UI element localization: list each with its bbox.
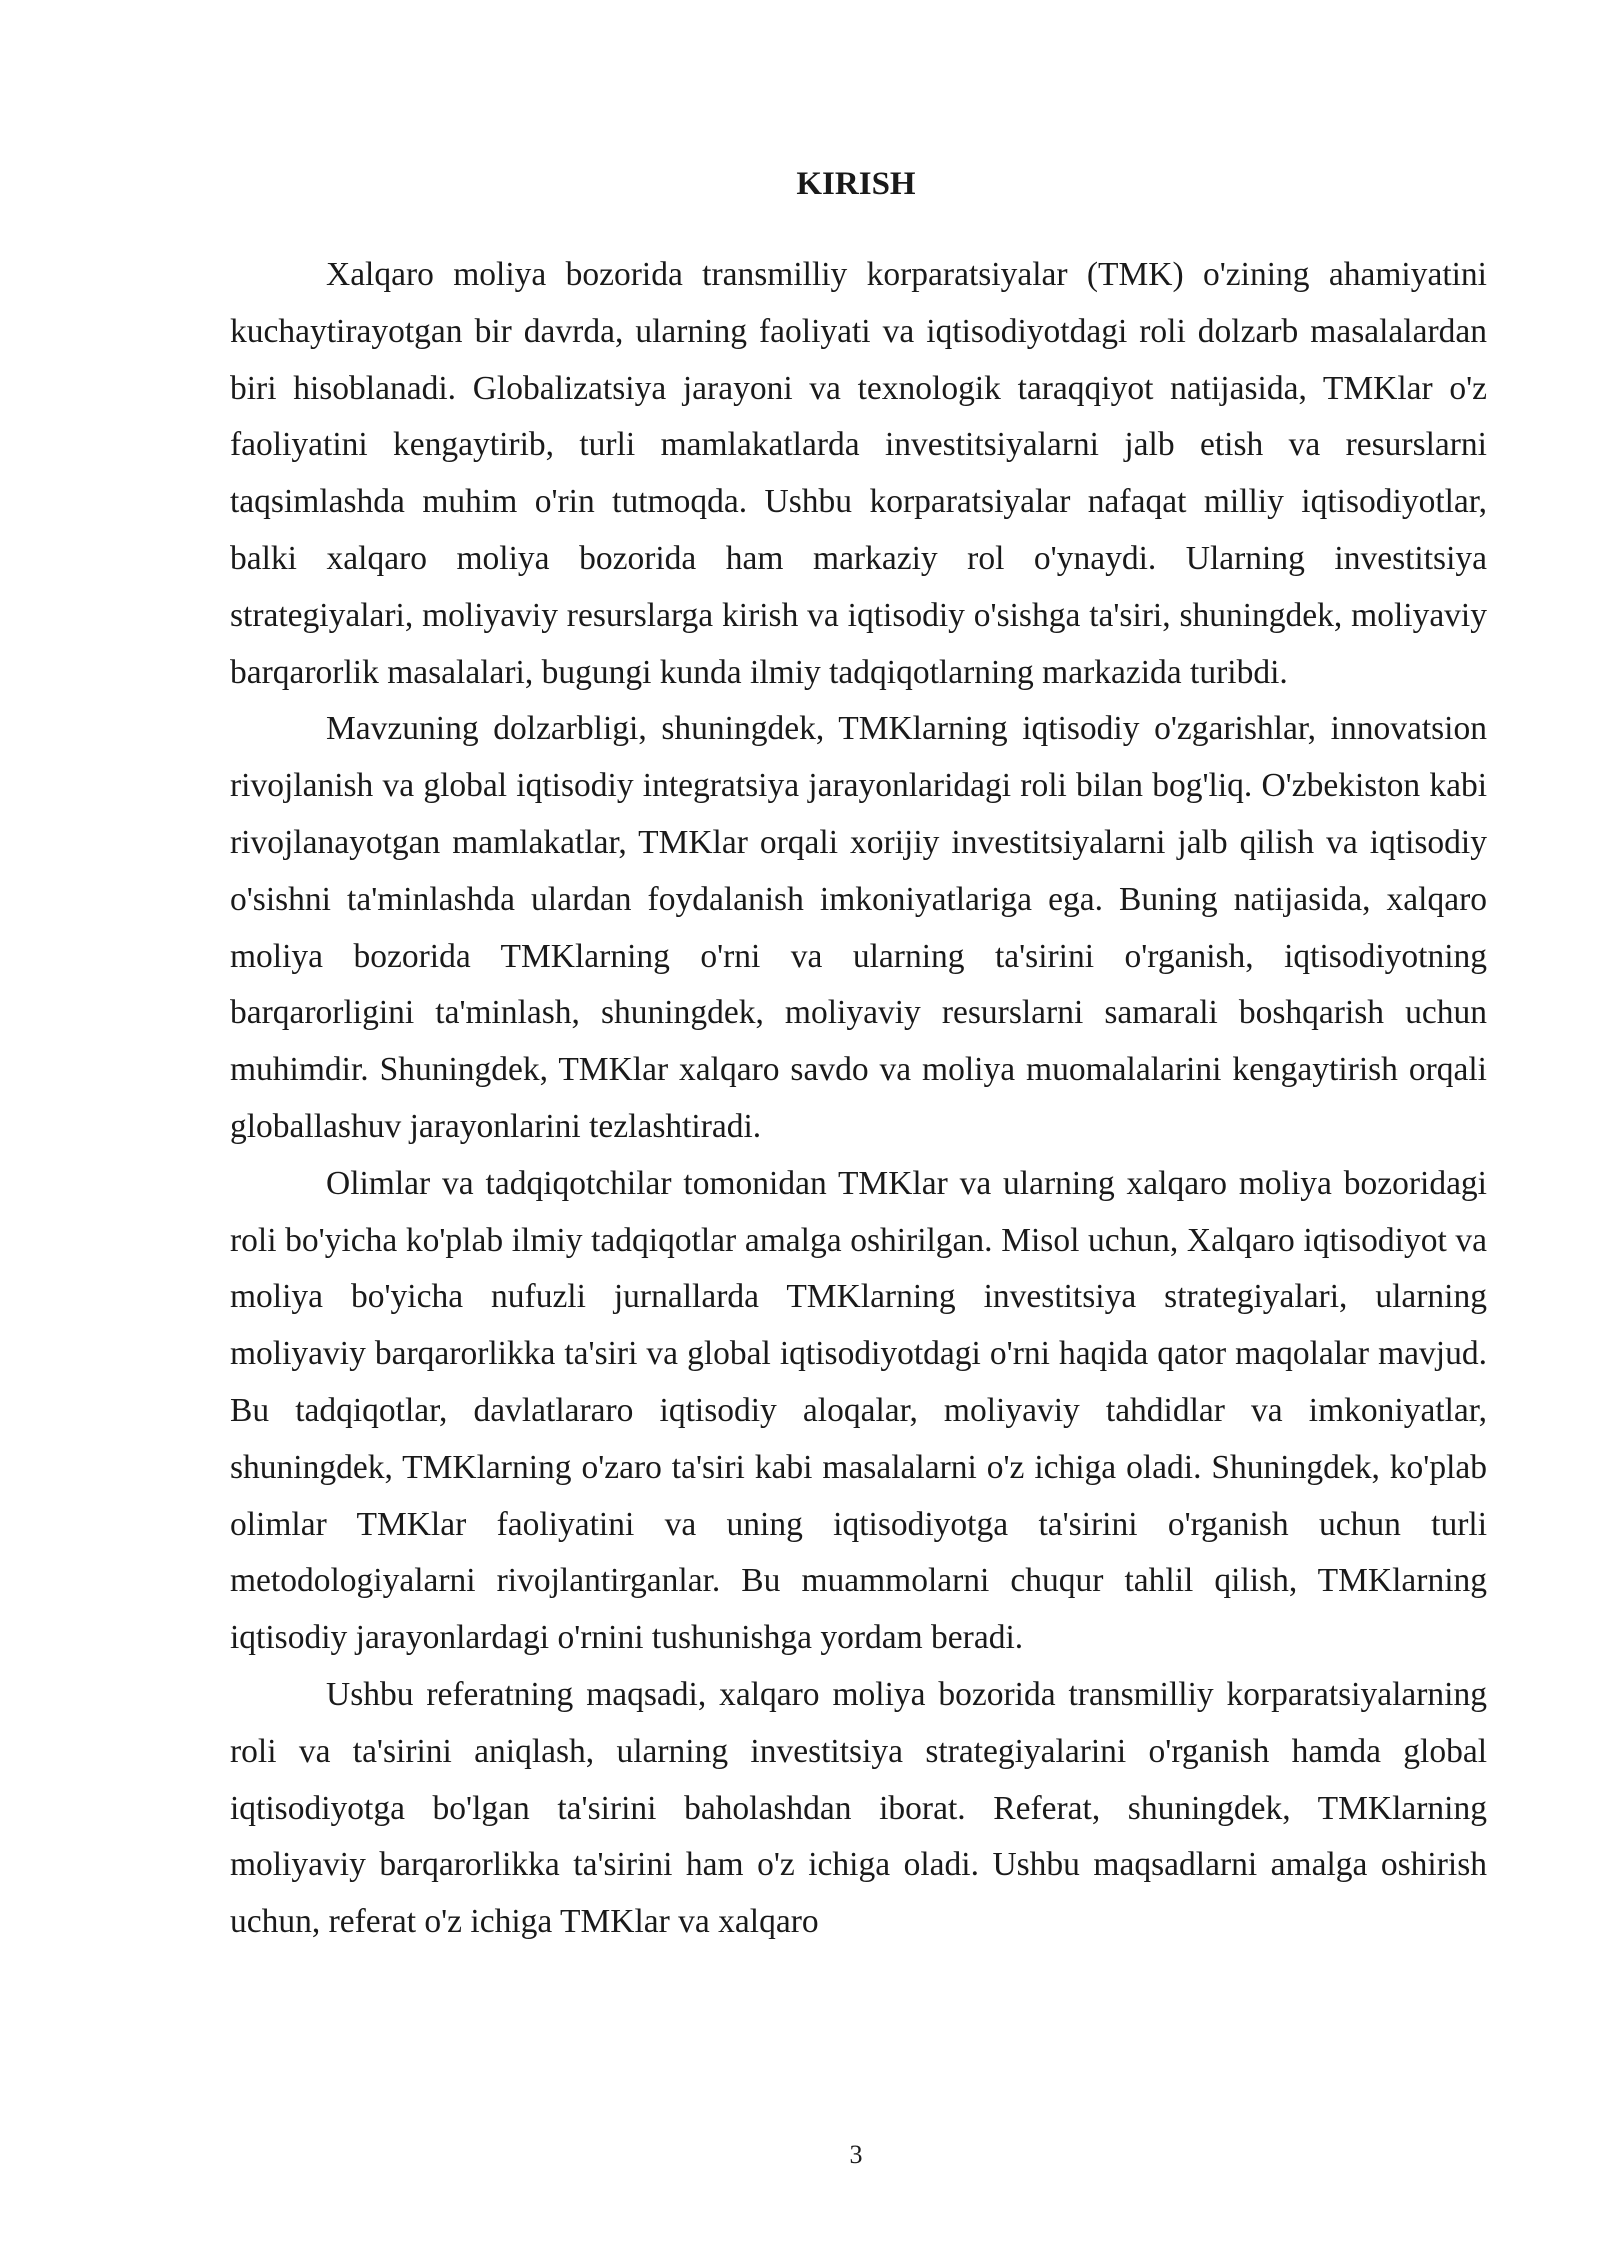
- paragraph-2: Mavzuning dolzarbligi, shuningdek, TMKlarning iqtisodiy o'zgarishlar, innovatsion rivojlanish va global iqtisodiy integratsiya jarayonlaridagi roli bilan bog'liq. O'zbekiston kabi rivojlanayotgan mamlakatlar, TMKlar orqali xorijiy investitsiyalarni jalb qilish va iqtisodiy o'sishni ta'minlashda ulardan foydalanish imkoniyatlariga ega. Buning natijasida, xalqaro moliya bozorida TMKlarning o'rni va ularning ta'sirini o'rganish, iqtisodiyotning barqarorligini ta'minlash, shuningdek, moliyaviy resurslarni samarali boshqarish uchun muhimdir. Shuningdek, TMKlar xalqaro savdo va moliya muomalalarini kengaytirish orqali globallashuv jarayonlarini tezlashtiradi.: [230, 710, 1487, 1145]
- paragraph-1: Xalqaro moliya bozorida transmilliy korparatsiyalar (TMK) o'zining ahamiyatini kuchaytirayotgan bir davrda, ularning faoliyati va iqtisodiyotdagi roli dolzarb masalalardan biri hisoblanadi. Globalizatsiya jarayoni va texnologik taraqqiyot natijasida, TMKlar o'z faoliyatini kengaytirib, turli mamlakatlarda investitsiyalarni jalb etish va resurslarni taqsimlashda muhim o'rin tutmoqda. Ushbu korparatsiyalar nafaqat milliy iqtisodiyotlar, balki xalqaro moliya bozorida ham markaziy rol o'ynaydi. Ularning investitsiya strategiyalari, moliyaviy resurslarga kirish va iqtisodiy o'sishga ta'siri, shuningdek, moliyaviy barqarorlik masalalari, bugungi kunda ilmiy tadqiqotlarning markazida turibdi.: [230, 256, 1487, 691]
- page-number: 3: [849, 2140, 863, 2169]
- body-text: [230, 247, 1487, 1951]
- paragraph-4: Ushbu referatning maqsadi, xalqaro moliya bozorida transmilliy korparatsiyalarning roli va ta'sirini aniqlash, ularning investitsiya strategiyalarini o'rganish hamda global iqtisodiyotga bo'lgan ta'sirini baholashdan iborat. Referat, shuningdek, TMKlarning moliyaviy barqarorlikka ta'sirini ham o'z ichiga oladi. Ushbu maqsadlarni amalga oshirish uchun, referat o'z ichiga TMKlar va xalqaro: [230, 1675, 1487, 1941]
- paragraph-3: Olimlar va tadqiqotchilar tomonidan TMKlar va ularning xalqaro moliya bozoridagi roli bo'yicha ko'plab ilmiy tadqiqotlar amalga oshirilgan. Misol uchun, Xalqaro iqtisodiyot va moliya bo'yicha nufuzli jurnallarda TMKlarning investitsiya strategiyalari, ularning moliyaviy barqarorlikka ta'siri va global iqtisodiyotdagi o'rni haqida qator maqolalar mavjud. Bu tadqiqotlar, davlatlararo iqtisodiy aloqalar, moliyaviy tahdidlar va imkoniyatlar, shuningdek, TMKlarning o'zaro ta'siri kabi masalalarni o'z ichiga oladi. Shuningdek, ko'plab olimlar TMKlar faoliyatini va uning iqtisodiyotga ta'sirini o'rganish uchun turli metodologiyalarni rivojlantirganlar. Bu muammolarni chuqur tahlil qilish, TMKlarning iqtisodiy jarayonlardagi o'rnini tushunishga yordam beradi.: [230, 1164, 1487, 1657]
- page-title: KIRISH: [796, 166, 916, 202]
